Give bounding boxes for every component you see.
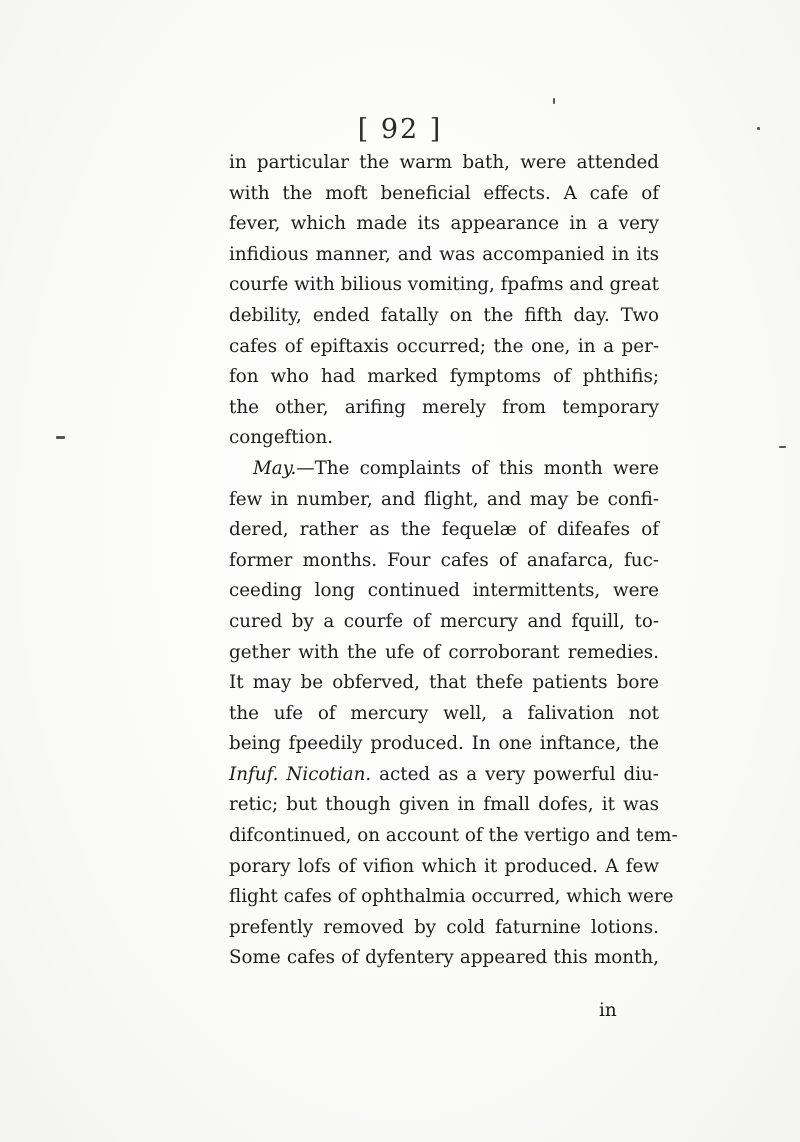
page-number-header: [ 92 ] [357,114,443,145]
text-line: with the moft beneficial effects. A cafe of [229,182,659,204]
text-fragment: acted as a very powerful diu- [371,763,659,785]
text-line: few in number, and flight, and may be confi- [229,488,659,510]
ink-speck [757,127,760,130]
body-text [229,148,678,974]
text-line: It may be obferved, that thefe patients bore [229,672,659,694]
text-line: in particular the warm bath, were attended [229,152,659,173]
text-line [229,760,659,791]
text-line [229,454,659,485]
text-line: gether with the ufe of corroborant remedies. [229,641,659,663]
text-line: former months. Four cafes of anafarca, fuc- [229,549,659,571]
text-line: fon who had marked fymptoms of phthifis; [229,366,659,388]
catchword: in [599,1000,617,1021]
text-line: Some cafes of dyfentery appeared this month, [229,947,659,969]
italic-term: Infuf. Nicotian. [229,763,372,785]
ink-speck [553,98,555,104]
text-line: cafes of epiftaxis occurred; the one, in a per- [229,335,659,357]
text-line: the ufe of mercury well, a falivation not [229,702,659,724]
text-line: debility, ended fatally on the fifth day. Two [229,304,659,326]
text-line: being fpeedily produced. In one inftance, the [229,733,659,755]
text-line: dered, rather as the fequelæ of difeafes of [229,519,659,541]
text-line: retic; but though given in fmall dofes, it was [229,794,659,816]
text-line: flight cafes of ophthalmia occurred, which were [229,886,674,908]
ink-speck [779,446,786,448]
text-line: ceeding long continued intermittents, were [229,580,659,602]
text-line: congeftion. [229,427,334,449]
month-heading: May. [253,457,297,479]
text-line: fever, which made its appearance in a very [229,213,659,235]
text-line: infidious manner, and was accompanied in its [229,243,659,265]
text-line: difcontinued, on account of the vertigo and tem- [229,825,678,847]
ink-speck [56,436,65,439]
text-fragment: —The complaints of this month were [296,457,659,479]
text-line: the other, arifing merely from temporary [229,396,659,418]
text-line: porary lofs of vifion which it produced. A few [229,855,659,877]
text-line: cured by a courfe of mercury and fquill, to- [229,610,659,632]
text-line: courfe with bilious vomiting, fpafms and great [229,274,659,296]
text-line: prefently removed by cold faturnine lotions. [229,916,659,938]
